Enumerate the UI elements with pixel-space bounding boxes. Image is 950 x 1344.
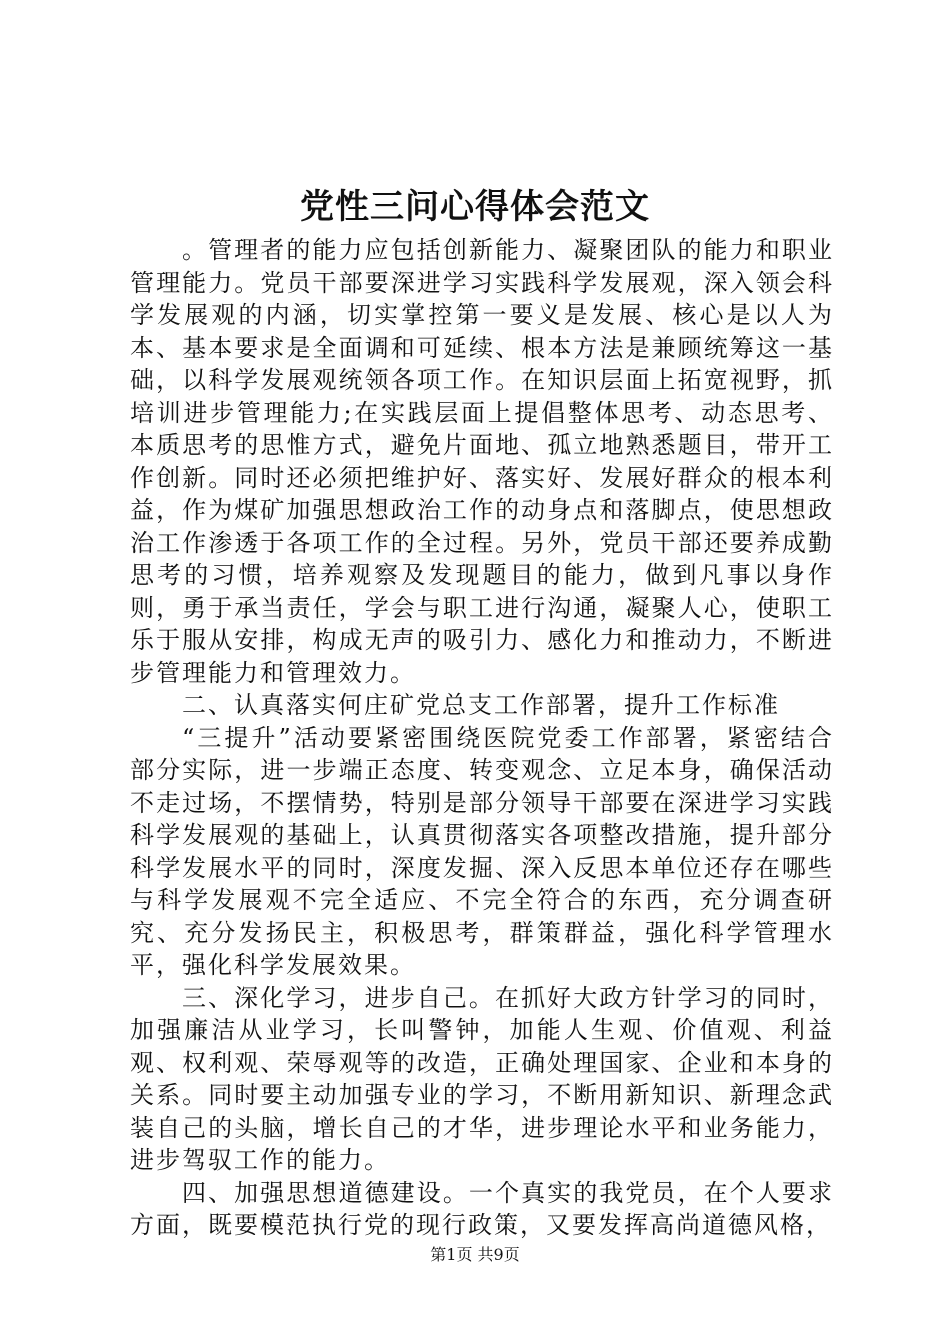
page-footer: 第1页 共9页 xyxy=(430,1245,520,1264)
document-body xyxy=(130,234,834,1242)
paragraph-4: 三、深化学习，进步自己。在抓好大政方针学习的同时，加强廉洁从业学习，长叫警钟，加能人生观、价值观、利益观、权利观、荣辱观等的改造，正确处理国家、企业和本身的关系。同时要主动加强专业的学习，不断用新知识、新理念武装自己的头脑，增长自己的才华，进步理论水平和业务能力，进步驾驭工作的能力。 xyxy=(130,983,834,1174)
paragraph-5: 四、加强思想道德建设。一个真实的我党员，在个人要求方面，既要模范执行党的现行政策，又要发挥高尚道德风格， xyxy=(130,1178,834,1239)
paragraph-1: 。管理者的能力应包括创新能力、凝聚团队的能力和职业管理能力。党员干部要深进学习实践科学发展观，深入领会科学发展观的内涵，切实掌控第一要义是发展、核心是以人为本、基本要求是全面调和可延续、根本方法是兼顾统筹这一基础，以科学发展观统领各项工作。在知识层面上拓宽视野，抓培训进步管理能力;在实践层面上提倡整体思考、动态思考、本质思考的思惟方式，避免片面地、孤立地熟悉题目，带开工作创新。同时还必须把维护好、落实好、发展好群众的根本利益，作为煤矿加强思想政治工作的动身点和落脚点，使思想政治工作渗透于各项工作的全过程。另外，党员干部还要养成勤思考的习惯，培养观察及发现题目的能力，做到凡事以身作则，勇于承当责任，学会与职工进行沟通，凝聚人心，使职工乐于服从安排，构成无声的吸引力、感化力和推动力，不断进步管理能力和管理效力。 xyxy=(130,236,834,687)
document-title: 党性三问心得体会范文 xyxy=(300,187,650,227)
paragraph-3: “三提升”活动要紧密围绕医院党委工作部署，紧密结合部分实际，进一步端正态度、转变观念、立足本身，确保活动不走过场，不摆情势，特别是部分领导干部要在深进学习实践科学发展观的基础上，认真贯彻落实各项整改措施，提升部分科学发展水平的同时，深度发掘、深入反思本单位还存在哪些与科学发展观不完全适应、不完全符合的东西，充分调查研究、充分发扬民主，积极思考，群策群益，强化科学管理水平，强化科学发展效果。 xyxy=(130,723,834,979)
paragraph-2-heading: 二、认真落实何庄矿党总支工作部署，提升工作标准 xyxy=(182,691,780,719)
